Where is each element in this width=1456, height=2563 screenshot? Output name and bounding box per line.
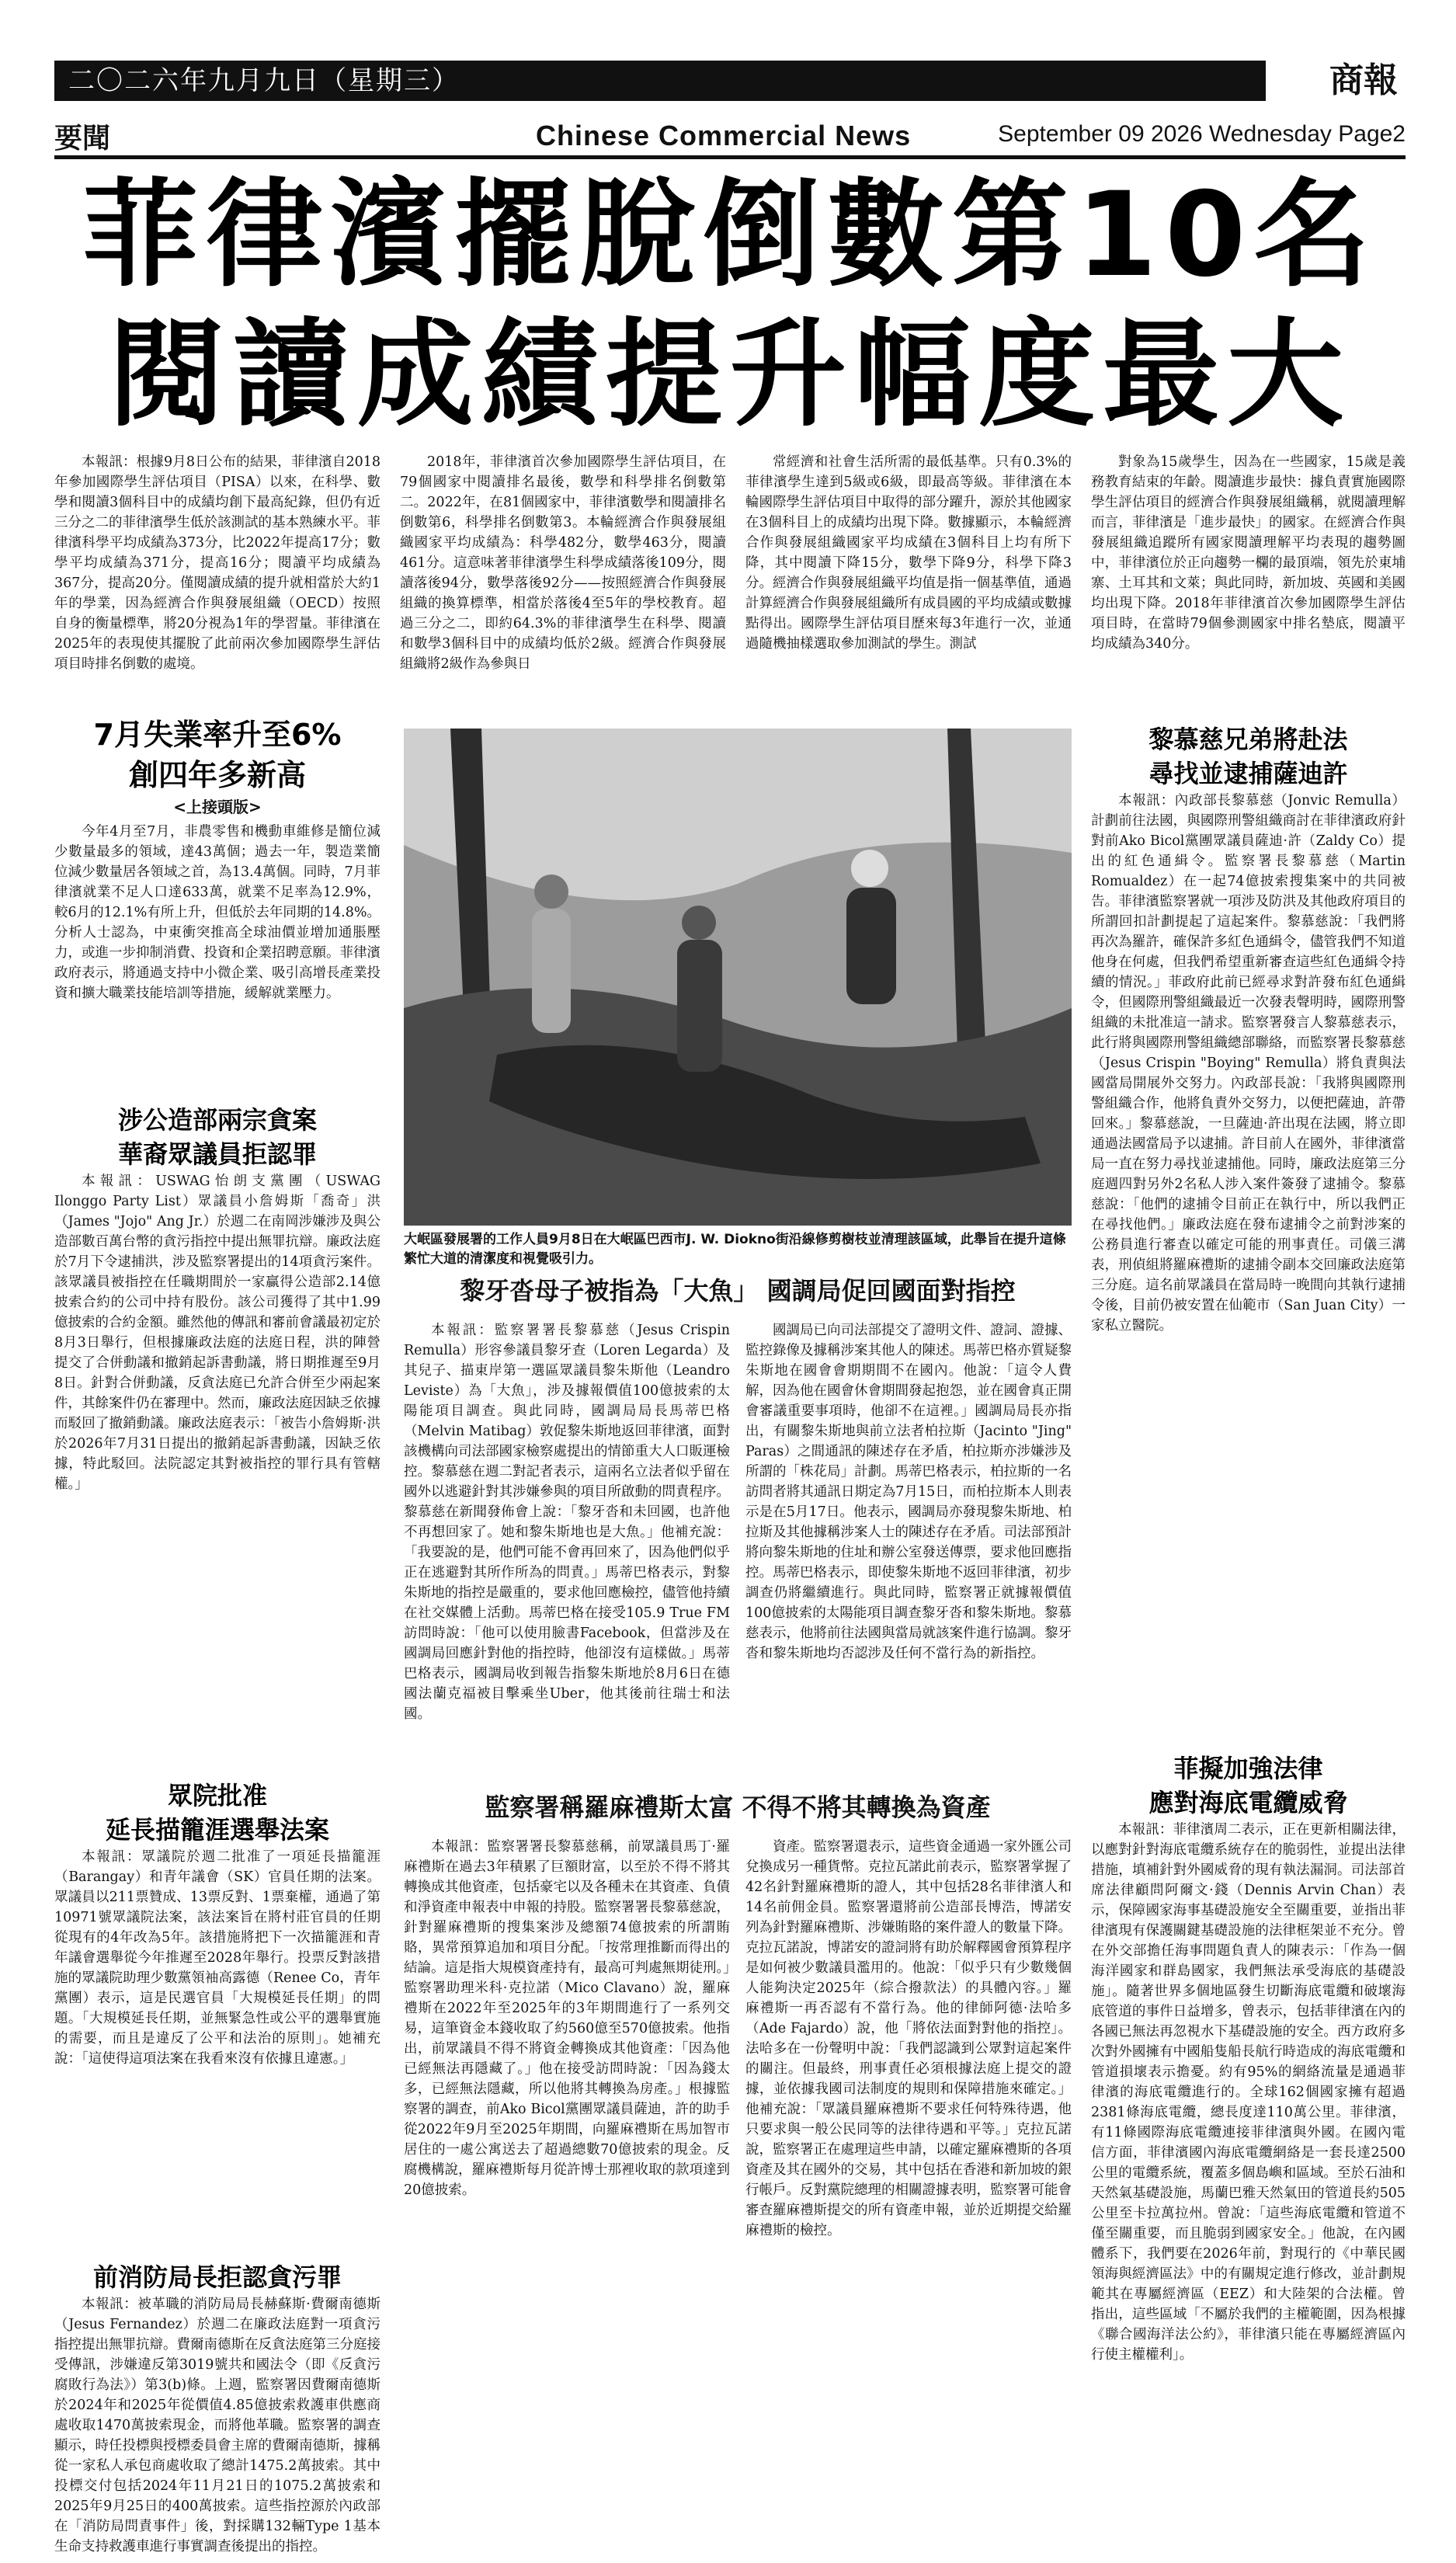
ombudsman-title: 監察署稱羅麻禮斯太富 不得不將其轉換為資產 xyxy=(485,1793,991,1822)
date-bar: 二〇二六年九月九日（星期三） xyxy=(54,61,1266,101)
ombudsman-body-left: 本報訊：監察署署長黎慕慈稱，前眾議員馬丁·羅麻禮斯在過去3年積累了巨額財富，以至於不得不將其轉換成其他資產，包括豪宅以及各種未在其資產、負債和淨資產申報表中申報的持股。監察署署長黎慕慈說，針對羅麻禮斯的搜集案涉及總額74億披索的所謂賄賂，異常預算追加和項目分配。「按常理推斷而得出的結論。這是指大規模資產持有，最高可判處無期徒刑。」監察署助理米科·克拉諾（Mico Clavano）說，羅麻禮斯在2022年至2025年的3年期間進行了一系列交易，這筆資金本錢收取了約560億至570億披索。他指出，前眾議員不得不將資金轉換成其他資產：「因為他已經無法再隱藏了。」他在接受訪問時說：「因為錢太多，已經無法隱藏，所以他將其轉換為房產。」根據監察署的調查，前Ako Bicol黨團眾議員薩迪，許的助手從2022年9月至2025年期間，向羅麻禮斯在馬加智市居住的一處公寓送去了超過總數70億披索的現金。反腐機構說，羅麻禮斯每月從許博士那裡收取的款項達到20億披索。 xyxy=(404,1839,730,2198)
bigfish-col-right xyxy=(745,1320,1072,1779)
lead-text-3: 常經濟和社會生活所需的最低基準。只有0.3%的菲律濱學生達到5級或6級，即最高等級。菲律濱在本輪國際學生評估項目中取得的部分躍升，源於其他國家在3個科目上的成績均出現下降。數據顯示，本輪經濟合作與發展組織國家平均成績在3個科目上均有所下降，其中閱讀下降15分，數學下降9分，科學下降3分。經濟合作與發展組織平均值是指一個基準值，通過計算經濟合作與發展組織所有成員國的平均成績或數據點得出。國際學生評估項目歷來每3年進行一次，並通過隨機抽樣選取參加測試的學生。測試 xyxy=(745,454,1072,652)
lead-story-col2 xyxy=(400,452,726,716)
cable-story xyxy=(1091,1751,1406,2555)
section-label: 要聞 xyxy=(54,122,111,154)
ombudsman-col-left xyxy=(404,1837,730,2555)
issue-line: September 09 2026 Wednesday Page2 xyxy=(998,121,1406,147)
barangay-title2: 延長描籠涯選舉法案 xyxy=(105,1815,329,1845)
masthead xyxy=(54,61,1406,103)
barangay-title1: 眾院批准 xyxy=(167,1781,267,1810)
unemployment-story xyxy=(54,715,381,1087)
remulla-title1: 黎慕慈兄弟將赴法 xyxy=(1148,725,1348,754)
lead-text-4: 對象為15歲學生，因為在一些國家，15歲是義務教育結束的年齡。閱讀進步最快：據負責實施國際學生評估項目的經濟合作與發展組織稱，就閱讀理解而言，菲律濱是「進步最快」的國家。在經濟合作與發展組織追蹤所有國家閱讀理解平均表現的趨勢圖中，菲律濱位於正向趨勢一欄的最頂端，領先於東埔寨、土耳其和文萊；與此同時，新加坡、英國和美國均出現下降。2018年菲律濱首次參加國際學生評估項目時，在當時79個參測國家中排名墊底，閱讀平均成績為340分。 xyxy=(1091,454,1406,652)
ombudsman-col-right xyxy=(745,1837,1072,2555)
barangay-story xyxy=(54,1779,381,2245)
bigfish-body-left: 本報訊：監察署署長黎慕慈（Jesus Crispin Remulla）形容參議員黎牙查（Loren Legarda）及其兒子、描東岸第一選區眾議員黎朱斯他（Leandro Leviste）為「大魚」，涉及據報價值100億披索的太陽能項目調查。與此同時，國調局局長馬蒂巴格（Melvin Matibag）敦促黎朱斯地返回菲律濱，面對該機構向司法部國家檢察處提出的情節重大人口販運檢控。黎慕慈在週二對記者表示，這兩名立法者似乎留在國外以逃避針對其涉嫌參與的項目所啟動的問責程序。黎慕慈在新聞發佈會上說：「黎牙沓和未回國，也許他不再想回家了。她和黎朱斯地也是大魚。」他補充說：「我要說的是，他們可能不會再回來了，因為他們似乎正在逃避對其所作所為的問責。」馬蒂巴格表示，對黎朱斯地的指控是嚴重的，要求他回應檢控，儘管他持續在社交媒體上活動。馬蒂巴格在接受105.9 True FM訪問時說：「他可以使用臉書Facebook，但當涉及在國調局回應針對他的指控時，他卻沒有這樣做。」馬蒂巴格表示，國調局收到報告指黎朱斯地於8月6日在德國法蘭克福被目擊乘坐Uber，他其後前往瑞士和法國。 xyxy=(404,1323,730,1722)
lead-story-col3 xyxy=(745,452,1072,716)
lead-story-col4 xyxy=(1091,452,1406,716)
lead-text-1: 本報訊：根據9月8日公布的結果，菲律濱自2018年參加國際學生評估項目（PISA）以來，在科學、數學和閱讀3個科目中的成績均創下最高紀錄，但仍有近三分之二的菲律濱學生低於該測試的基本熟練水平。菲律濱科學平均成績為373分，比2022年提高17分；數學平均成績為371分，提高16分；閱讀平均成績為367分，提高20分。僅閱讀成績的提升就相當於大約1年的學業，因為經濟合作與發展組織（OECD）按照自身的衡量標準，將20分視為1年的學習量。菲律濱在2025年的表現使其擺脫了此前兩次參加國際學生評估項目時排名倒數的處境。 xyxy=(54,454,381,672)
main-headline-line1: 菲律濱擺脫倒數第10名 xyxy=(82,168,1378,303)
continued-tag: <上接頭版> xyxy=(173,798,262,816)
uswag-body: 本報訊：USWAG怡朗支黨團（USWAG Ilonggo Party List）眾議員小詹姆斯「喬奇」洪（James "Jojo" Ang Jr.）於週二在南岡涉嫌涉及與公造部數百萬台幣的貪污指控中提出無罪抗辯。廉政法庭於7月下令逮捕洪，涉及監察署提出的14項貪污案件。該眾議員被指控在任職期間於一家贏得公造部2.14億披索合約的公司中持有股份。該公司獲得了其中1.99億披索的合約金額。雖然他的傳訊和審前會議最初定於8月3日舉行，但根據廉政法庭的法庭日程，洪的陣營提交了合併動議和撤銷起訴書動議，將日期推遲至9月8日。針對合併動議，反貪法庭已允許合併至少兩起案件，其餘案件仍在審理中。然而，廉政法庭因缺乏依據而駁回了撤銷動議。廉政法庭表示：「被告小詹姆斯·洪於2026年7月31日提出的撤銷起訴書動議，因缺乏依據，特此駁回。法院認定其對被指控的罪行具有管轄權。」 xyxy=(54,1174,381,1492)
bigfish-col-left xyxy=(404,1320,730,1779)
unemployment-title1: 7月失業率升至6% xyxy=(93,718,342,752)
cable-body: 本報訊：菲律濱周二表示，正在更新相關法律，以應對針對海底電纜系統存在的脆弱性，並提出法律措施，填補針對外國威脅的現有執法漏洞。司法部首席法律顧問阿爾文·錢（Dennis Arvin Chan）表示，保障國家海事基礎設施安全至關重要，並指出菲律濱現有保護關鍵基礎設施的法律框架並不充分。曾在外交部擔任海事問題負責人的陳表示：「作為一個海洋國家和群島國家，我們無法承受海底的基礎設施」。隨著世界多個地區發生切斷海底電纜和破壞海底管道的事件日益增多，曾表示，包括菲律濱在內的各國已無法再忽視水下基礎設施的安全。西方政府多次對外國擁有中國船隻船長航行時造成的海底電纜和管道損壞表示擔憂。約有95%的網絡流量是通過菲律濱的海底電纜進行的。全球162個國家擁有超過2381條海底電纜，總長度達110萬公里。菲律濱，有11條國際海底電纜連接菲律濱與外國。在國內電信方面，菲律濱國內海底電纜網絡是一套長達2500公里的電纜系統，覆蓋多個島嶼和區域。至於石油和天然氣基礎設施，馬蘭巴雅天然氣田的管道長約505公里至卡拉萬拉州。曾說：「這些海底電纜和管道不僅至關重要，而且脆弱到國家安全。」他說，在內國體系下，我們要在2026年前，對現行的《中華民國領海與經濟區法》中的有關規定進行修改，並計劃規範其在專屬經濟區（EEZ）和大陸架的合法權。曾指出，這些區域「不屬於我們的主權範圍，因為根據《聯合國海洋法公約》，菲律濱只能在專屬經濟區內行使主權權利」。 xyxy=(1091,1822,1406,2363)
lead-story-col1 xyxy=(54,452,381,701)
photo-trees-workers-image xyxy=(404,729,1072,1226)
unemployment-body: 今年4月至7月，非農零售和機動車維修是簡位減少數量最多的領域，達43萬個；過去一年，製造業簡位減少數量居各領域之首，為13.4萬個。同時，7月菲律濱就業不足人口達633萬，就業不足率為12.9%，較6月的12.1%有所上升，但低於去年同期的14.8%。分析人士認為，中東衝突推高全球油價並增加通脹壓力，或進一步抑制消費、投資和企業招聘意願。菲律濱政府表示，將通過支持中小微企業、吸引高增長產業投資和擴大職業技能培訓等措施，緩解就業壓力。 xyxy=(54,824,381,1001)
fire-story xyxy=(54,2260,381,2555)
bigfish-body-right: 國調局已向司法部提交了證明文件、證詞、證據、監控錄像及據稱涉案其他人的陳述。馬蒂巴格亦質疑黎朱斯地在國會會期期間不在國內。他說：「這令人費解，因為他在國會休會期間發起抱怨，並在國會真正開會審議重要事項時，他卻不在這裡。」國調局局長亦指出，有關黎朱斯地與前立法者柏拉斯（Jacinto "Jing" Paras）之間通訊的陳述存在矛盾，柏拉斯亦涉嫌涉及所謂的「株花局」計劃。馬蒂巴格表示，柏拉斯的一名訪問者將其通訊日期定為7月15日，而柏拉斯本人則表示是在5月17日。他表示，國調局亦發現黎朱斯地、柏拉斯及其他據稱涉案人士的陳述存在矛盾。司法部預計將向黎朱斯地的住址和辦公室發送傳票，要求他回應指控。馬蒂巴格表示，即使黎朱斯地不返回菲律濱，初步調查仍將繼續進行。與此同時，監察署正就據報價值100億披索的太陽能項目調查黎牙沓和黎朱斯地。黎慕慈表示，他將前往法國與當局就該案件進行協調。黎牙沓和黎朱斯地均否認涉及任何不當行為的新指控。 xyxy=(745,1323,1072,1661)
bigfish-title: 黎牙沓母子被指為「大魚」 國調局促回國面對指控 xyxy=(460,1276,1016,1306)
barangay-body: 本報訊：眾議院於週二批准了一項延長描籠涯（Barangay）和青年議會（SK）官員任期的法案。眾議員以211票贊成、13票反對、1票棄權，通過了第10971號眾議院法案，該法案旨在將村莊官員的任期從現有的4年改為5年。該措施將把下一次描籠涯和青年議會選舉從今年推遲至2028年舉行。投票反對該措施的眾議院助理少數黨領袖高露德（Renee Co，青年黨團）表示，這是民選官員「大規模延長任期」的問題。「大規模延長任期，並無緊急性或公平的選舉實施的需要，而且是違反了公平和法治的原則」。她補充說：「這使得這項法案在我看來沒有依據且違憲。」 xyxy=(54,1849,381,2067)
paper-name-english: Chinese Commercial News xyxy=(536,120,912,151)
remulla-body: 本報訊：內政部長黎慕慈（Jonvic Remulla）計劃前往法國，與國際刑警組織商討在菲律濱政府針對前Ako Bicol黨團眾議員薩迪·許（Zaldy Co）提出的紅色通緝令。監察署長黎慕慈（Martin Romualdez）在一起74億披索搜集案中的共同被告。菲律濱監察署就一項涉及防洪及其他政府項目的所謂回扣計劃提起了這起案件。黎慕慈說：「我們將再次為羅許，確保許多紅色通緝令，儘管我們不知道他身在何處，但我們希望重新審查這些紅色通緝令持續的情況。」菲政府此前已經尋求對許發布紅色通緝令，但國際刑警組織最近一次發表聲明時，國際刑警組織的未批准這一請求。監察署發言人黎慕慈表示，此行將與國際刑警組織總部聯絡，而監察署長黎慕慈（Jesus Crispin "Boying" Remulla）將負責與法國當局開展外交努力。內政部長說：「我將與國際刑警組織合作，他將負責外交努力，以便把薩迪，許帶回來。」黎慕慈說，一旦薩迪·許出現在法國，將立即通過法國當局予以逮捕。許目前人在國外，菲律濱當局一直在努力尋找並逮捕他。同時，廉政法庭第三分庭週四對另外2名私人涉入案件簽發了逮捕令。黎慕慈說：「他們的逮捕令目前正在執行中，所以我們正在尋找他們。」廉政法庭在發布逮捕令之前對涉案的公務員進行審查以確定可能的刑事責任。司儀三溝表，刑偵組將羅麻禮斯的逮捕令副本交回廉政法庭第三分庭。這名前眾議員在當局時一晚間向其執行逮捕令後，目前仍被安置在仙範市（San Juan City）一家私立醫院。 xyxy=(1091,793,1406,1334)
remulla-story xyxy=(1091,722,1406,1740)
newspaper-logo: 商報 xyxy=(1329,61,1398,100)
fire-title: 前消防局長拒認貪污罪 xyxy=(92,2262,342,2292)
uswag-title1: 涉公造部兩宗貪案 xyxy=(117,1105,317,1135)
fire-body: 本報訊：被革職的消防局局長赫蘇斯·費爾南德斯（Jesus Fernandez）於週二在廉政法庭對一項貪污指控提出無罪抗辯。費爾南德斯在反貪法庭第三分庭接受傳訊，涉嫌違反第3019號共和國法令（即《反貪污腐敗行為法》）第3(b)條。上週，監察署因費爾南德斯於2024年和2025年從價值4.85億披索救護車供應商處收取1470萬披索現金，而將他革職。監察署的調查顯示，時任投標與授標委員會主席的費爾南德斯，據稱從一家私人承包商處收取了總計1475.2萬披索。其中投標交付包括2024年11月21日的1075.2萬披索和2025年9月25日的400萬披索。這些指控源於內政部在「消防局問責事件」後，對採購132輛Type 1基本生命支持救護車進行事實調查後提出的指控。 xyxy=(54,2297,381,2554)
main-headline-line2: 閱讀成績提升幅度最大 xyxy=(108,308,1351,443)
remulla-title2: 尋找並逮捕薩迪許 xyxy=(1148,759,1348,788)
uswag-story xyxy=(54,1103,381,1763)
lead-text-2: 2018年，菲律濱首次參加國際學生評估項目，在79個國家中閱讀排名最後，數學和科學排名倒數第二。2022年，在81個國家中，菲律濱數學和閱讀排名倒數第6，科學排名倒數第3。本輪經濟合作與發展組織國家平均成績為：科學482分，數學463分，閱讀461分。這意味著菲律濱學生科學成績落後109分，閱讀落後94分，數學落後92分——按照經濟合作與發展組織的換算標準，相當於落後4至5年的學校教育。超過三分之二，即約64.3%的菲律濱學生在科學、閱讀和數學3個科目中的成績均低於2級。經濟合作與發展組織將2級作為參與日 xyxy=(400,454,726,672)
unemployment-title2: 創四年多新高 xyxy=(128,758,306,792)
news-photo xyxy=(404,729,1072,1226)
uswag-title2: 華裔眾議員拒認罪 xyxy=(117,1139,317,1169)
cable-title2: 應對海底電纜威脅 xyxy=(1148,1788,1348,1817)
ombudsman-body-right: 資產。監察署還表示，這些資金通過一家外匯公司兌換成另一種貨幣。克拉瓦諾此前表示，監察署掌握了42名針對羅麻禮斯的證人，其中包括28名菲律濱人和14名前佣金員。監察署還將前公造部長博浩，博諾安列為針對羅麻禮斯、涉嫌賄賂的案件證人的數量下降。克拉瓦諾說，博諾安的證詞將有助於解釋國會預算程序是如何被少數議員濫用的。他說：「似乎只有少數幾個人能夠決定2025年（綜合撥款法）的具體內容。」羅麻禮斯一再否認有不當行為。他的律師阿德·法哈多（Ade Fajardo）說，他「將依法面對對他的指控」。法哈多在一份聲明中說：「我們認識到公眾對這起案件的關注。但最終，刑事責任必須根據法庭上提交的證據，並依據我國司法制度的規則和保障措施來確定。」他補充說：「眾議員羅麻禮斯不要求任何特殊待遇，他只要求與一般公民同等的法律待遇和平等。」克拉瓦諾說，監察署正在處理這些申請，以確定羅麻禮斯的各項資產及其在國外的交易，其中包括在香港和新加坡的銀行帳戶。反對黨院總理的相關證據表明，監察署可能會審查羅麻禮斯提交的所有資產申報，並於近期提交給羅麻禮斯的檢控。 xyxy=(745,1839,1072,2238)
photo-caption: 大岷區發展署的工作人員9月8日在大岷區巴西市J. W. Diokno街沿線修剪樹枝並清理該區域，此舉旨在提升這條繁忙大道的清潔度和視覺吸引力。 xyxy=(404,1232,1066,1267)
section-bar xyxy=(54,116,1406,159)
cable-title1: 菲擬加強法律 xyxy=(1173,1754,1323,1783)
